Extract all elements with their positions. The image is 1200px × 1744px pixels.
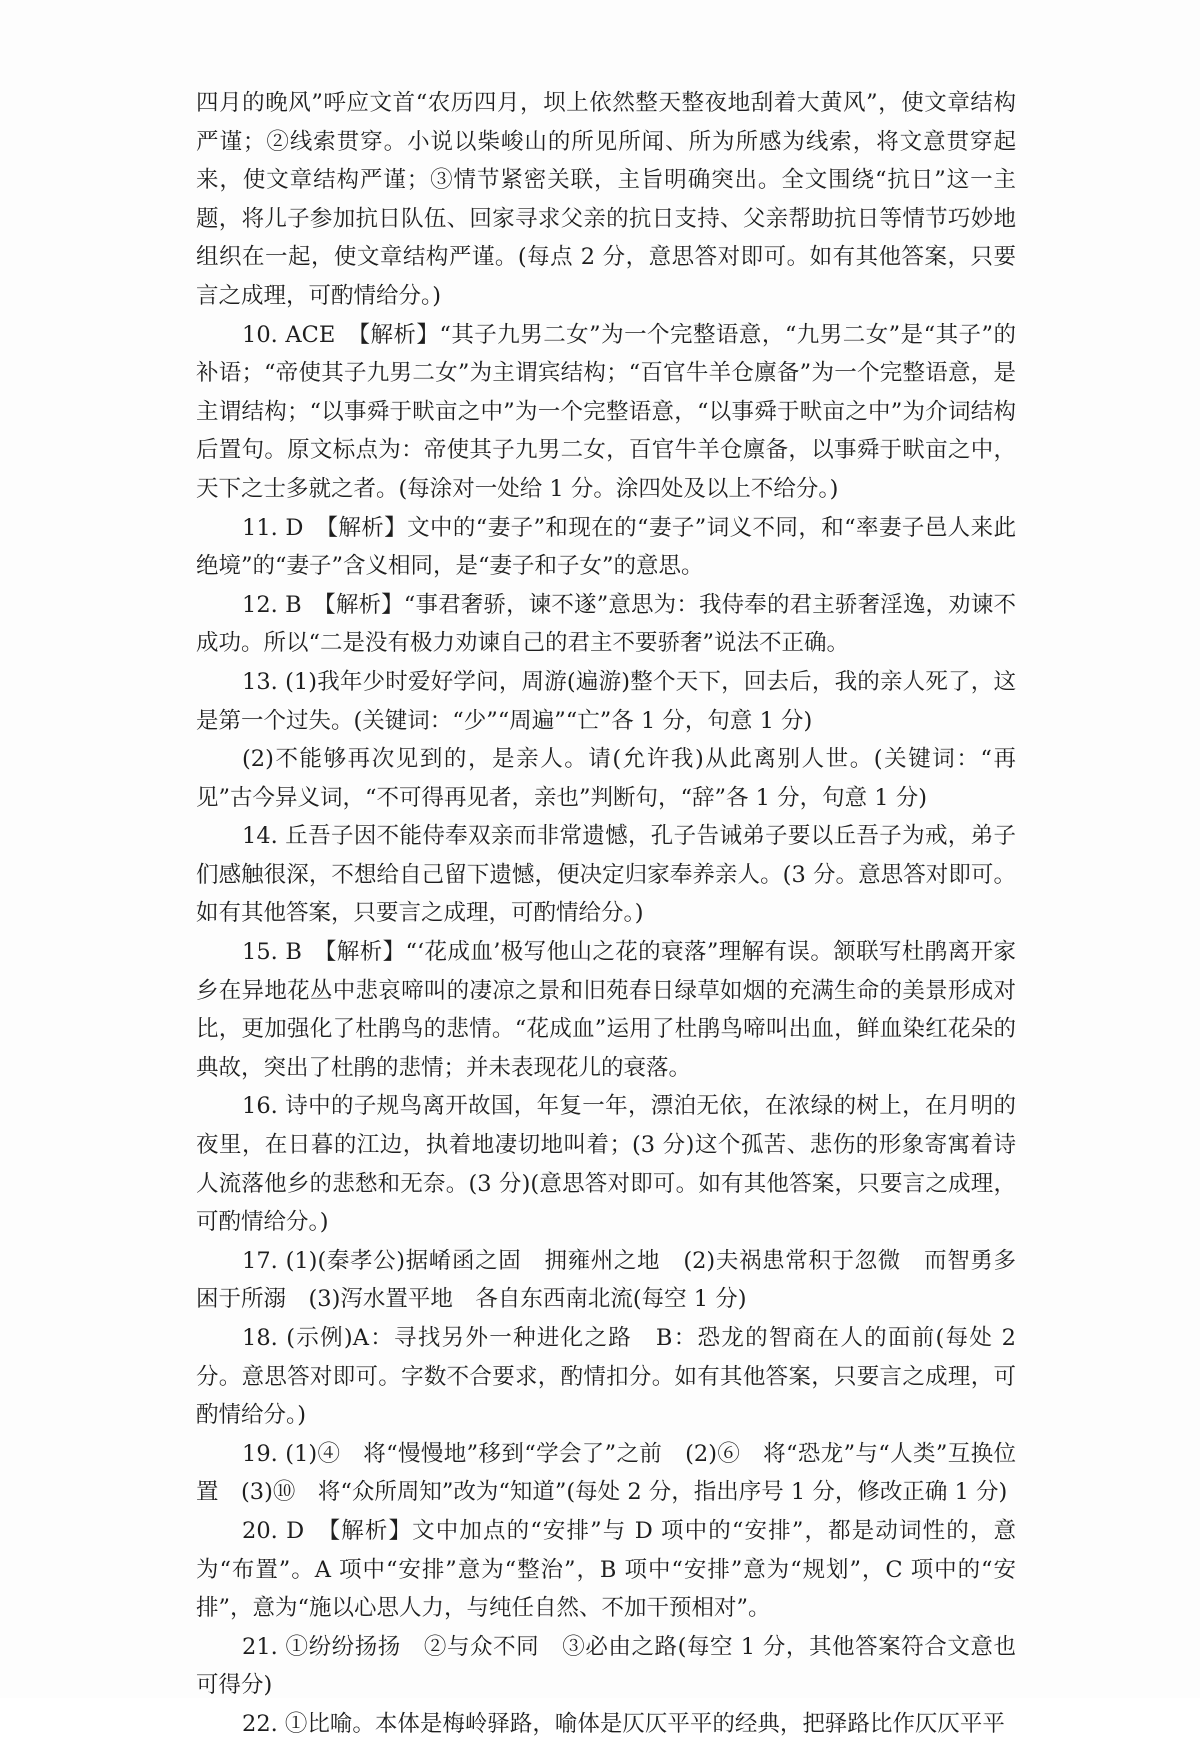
answer-q11: 11. D 【解析】文中的“妻子”和现在的“妻子”词义不同，和“率妻子邑人来此绝境”的“妻子”含义相同，是“妻子和子女”的意思。 xyxy=(196,514,1016,580)
answer-q17: 17. (1)(秦孝公)据崤函之固 拥雍州之地 (2)夫祸患常积于忽微 而智勇多困于所溺 (3)泻水置平地 各自东西南北流(每空 1 分) xyxy=(196,1247,1016,1313)
answer-q16: 16. 诗中的子规鸟离开故国，年复一年，漂泊无依，在浓绿的树上，在月明的夜里，在日暮的江边，执着地凄切地叫着；(3 分)这个孤苦、悲伤的形象寄寓着诗人流落他乡的悲愁和无奈。(3 分)(意思答对即可。如有其他答案，只要言之成理，可酌情给分。) xyxy=(196,1093,1016,1236)
answer-q13-part1: 13. (1)我年少时爱好学问，周游(遍游)整个天下，回去后，我的亲人死了，这是第一个过失。(关键词：“少”“周遍”“亡”各 1 分，句意 1 分) xyxy=(196,668,1016,734)
answer-q15: 15. B 【解析】“‘花成血’极写他山之花的衰落”理解有误。颔联写杜鹃离开家乡在异地花丛中悲哀啼叫的凄凉之景和旧苑春日绿草如烟的充满生命的美景形成对比，更加强化了杜鹃鸟的悲情。“花成血”运用了杜鹃鸟啼叫出血，鲜血染红花朵的典故，突出了杜鹃的悲情；并未表现花儿的衰落。 xyxy=(196,939,1016,1081)
answer-q19: 19. (1)④ 将“慢慢地”移到“学会了”之前 (2)⑥ 将“恐龙”与“人类”互换位置 (3)⑩ 将“众所周知”改为“知道”(每处 2 分，指出序号 1 分，修改正确 1 分) xyxy=(196,1440,1016,1506)
answer-q18: 18. (示例)A：寻找另外一种进化之路 B：恐龙的智商在人的面前(每处 2 分。意思答对即可。字数不合要求，酌情扣分。如有其他答案，只要言之成理，可酌情给分。) xyxy=(196,1325,1024,1429)
answer-q22: 22. ①比喻。本体是梅岭驿路，喻体是仄仄平平的经典，把驿路比作仄仄平平 xyxy=(242,1710,1005,1737)
answer-q12: 12. B 【解析】“事君奢骄，谏不遂”意思为：我侍奉的君主骄奢淫逸，劝谏不成功。所以“二是没有极力劝谏自己的君主不要骄奢”说法不正确。 xyxy=(196,591,1016,657)
answer-q14: 14. 丘吾子因不能侍奉双亲而非常遗憾，孔子告诫弟子要以丘吾子为戒，弟子们感触很深，不想给自己留下遗憾，便决定归家奉养亲人。(3 分。意思答对即可。如有其他答案，只要言之成理，可酌情给分。) xyxy=(196,823,1016,927)
answer-q13-part2: (2)不能够再次见到的，是亲人。请(允许我)从此离别人世。(关键词：“再见”古今异义词，“不可得再见者，亲也”判断句，“辞”各 1 分，句意 1 分) xyxy=(196,746,1016,811)
answer-q10: 10. ACE 【解析】“其子九男二女”为一个完整语意，“九男二女”是“其子”的补语；“帝使其子九男二女”为主谓宾结构；“百官牛羊仓廪备”为一个完整语意，是主谓结构；“以事舜于畎亩之中”为一个完整语意，“以事舜于畎亩之中”为介词结构后置句。原文标点为：帝使其子九男二女，百官牛羊仓廪备，以事舜于畎亩之中，天下之士多就之者。(每涂对一处给 1 分。涂四处及以上不给分。) xyxy=(196,321,1016,502)
answer-q20: 20. D 【解析】文中加点的“安排”与 D 项中的“安排”，都是动词性的，意为“布置”。A 项中“安排”意为“整治”，B 项中“安排”意为“规划”，C 项中的“安排”，意为“施以心思人力，与纯任自然、不加干预相对”。 xyxy=(196,1517,1016,1622)
answer-q21: 21. ①纷纷扬扬 ②与众不同 ③必由之路(每空 1 分，其他答案符合文意也可得分) xyxy=(196,1633,1016,1699)
paragraph-continuation-q9: 四月的晚风”呼应文首“农历四月，坝上依然整天整夜地刮着大黄风”，使文章结构严谨；②线索贯穿。小说以柴峻山的所见所闻、所为所感为线索，将文意贯穿起来，使文章结构严谨；③情节紧密关联，主旨明确突出。全文围绕“抗日”这一主题，将儿子参加抗日队伍、回家寻求父亲的抗日支持、父亲帮助抗日等情节巧妙地组织在一起，使文章结构严谨。(每点 2 分，意思答对即可。如有其他答案，只要言之成理，可酌情给分。) xyxy=(196,90,1016,309)
answer-key-text xyxy=(196,84,1024,1744)
